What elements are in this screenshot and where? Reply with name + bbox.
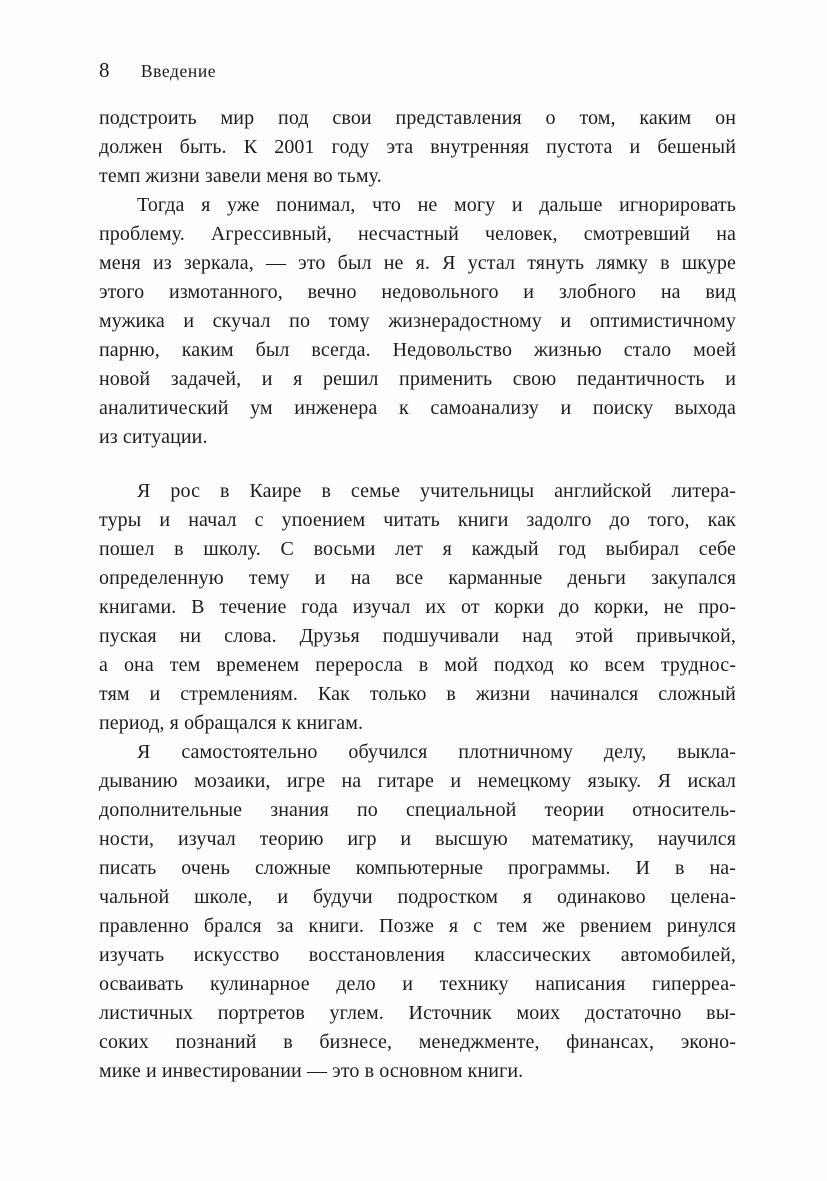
text-line: правленно брался за книги. Позже я с тем же рвением ринулся xyxy=(99,915,736,937)
text-line: а она тем временем переросла в мой подход ко всем труднос- xyxy=(99,654,736,676)
text-line: пошел в школу. С восьми лет я каждый год выбирал себе xyxy=(99,538,736,560)
text-line: Я рос в Каире в семье учительницы английской литера- xyxy=(137,480,736,502)
text-line: мике и инвестировании — это в основном книги. xyxy=(99,1060,524,1082)
text-block xyxy=(99,104,736,1086)
text-line: листичных портретов углем. Источник моих достаточно вы- xyxy=(99,1002,736,1024)
text-line: период, я обращался к книгам. xyxy=(99,712,364,734)
text-line: должен быть. К 2001 году эта внутренняя пустота и бешеный xyxy=(99,136,736,158)
text-line: этого измотанного, вечно недовольного и злобного на вид xyxy=(99,281,736,303)
text-line: аналитический ум инженера к самоанализу и поиску выхода xyxy=(99,397,736,419)
paragraph xyxy=(99,191,736,452)
text-line: мужика и скучал по тому жизнерадостному и оптимистичному xyxy=(99,310,736,332)
text-line: ности, изучал теорию игр и высшую математику, научился xyxy=(99,828,736,850)
text-line: писать очень сложные компьютерные программы. И в на- xyxy=(99,857,736,879)
text-line: тям и стремлениям. Как только в жизни начинался сложный xyxy=(99,683,736,705)
text-line: определенную тему и на все карманные деньги закупался xyxy=(99,567,736,589)
section-title: Введение xyxy=(140,61,217,81)
text-line: соких познаний в бизнесе, менеджменте, финансах, эконо- xyxy=(99,1031,736,1053)
text-line: дыванию мозаики, игре на гитаре и немецкому языку. Я искал xyxy=(99,770,736,792)
text-line: Тогда я уже понимал, что не могу и дальше игнорировать xyxy=(137,194,736,216)
text-line: дополнительные знания по специальной теории относитель- xyxy=(99,799,736,821)
paragraph xyxy=(99,477,736,738)
text-line: Я самостоятельно обучился плотничному делу, выкла- xyxy=(137,741,736,763)
text-line: книгами. В течение года изучал их от корки до корки, не про- xyxy=(99,596,736,618)
paragraph-gap xyxy=(99,452,736,477)
text-line: изучать искусство восстановления классических автомобилей, xyxy=(99,944,736,966)
text-line: новой задачей, и я решил применить свою педантичность и xyxy=(99,368,736,390)
text-line: проблему. Агрессивный, несчастный человек, смотревший на xyxy=(99,223,736,245)
paragraph xyxy=(99,738,736,1086)
text-line: чальной школе, и будучи подростком я одинаково целена- xyxy=(99,886,736,908)
text-line: темп жизни завели меня во тьму. xyxy=(99,165,382,187)
text-line: пуская ни слова. Друзья подшучивали над этой привычкой, xyxy=(99,625,736,647)
text-line: туры и начал с упоением читать книги задолго до того, как xyxy=(99,509,736,531)
text-line: парню, каким был всегда. Недовольство жизнью стало моей xyxy=(99,339,736,361)
paragraph xyxy=(99,104,736,191)
page-header xyxy=(99,58,736,83)
page-number: 8 xyxy=(99,58,110,82)
text-line: осваивать кулинарное дело и технику написания гиперреа- xyxy=(99,973,736,995)
text-line: меня из зеркала, — это был не я. Я устал тянуть лямку в шкуре xyxy=(99,252,736,274)
text-line: из ситуации. xyxy=(99,426,208,448)
text-line: подстроить мир под свои представления о том, каким он xyxy=(99,107,736,129)
